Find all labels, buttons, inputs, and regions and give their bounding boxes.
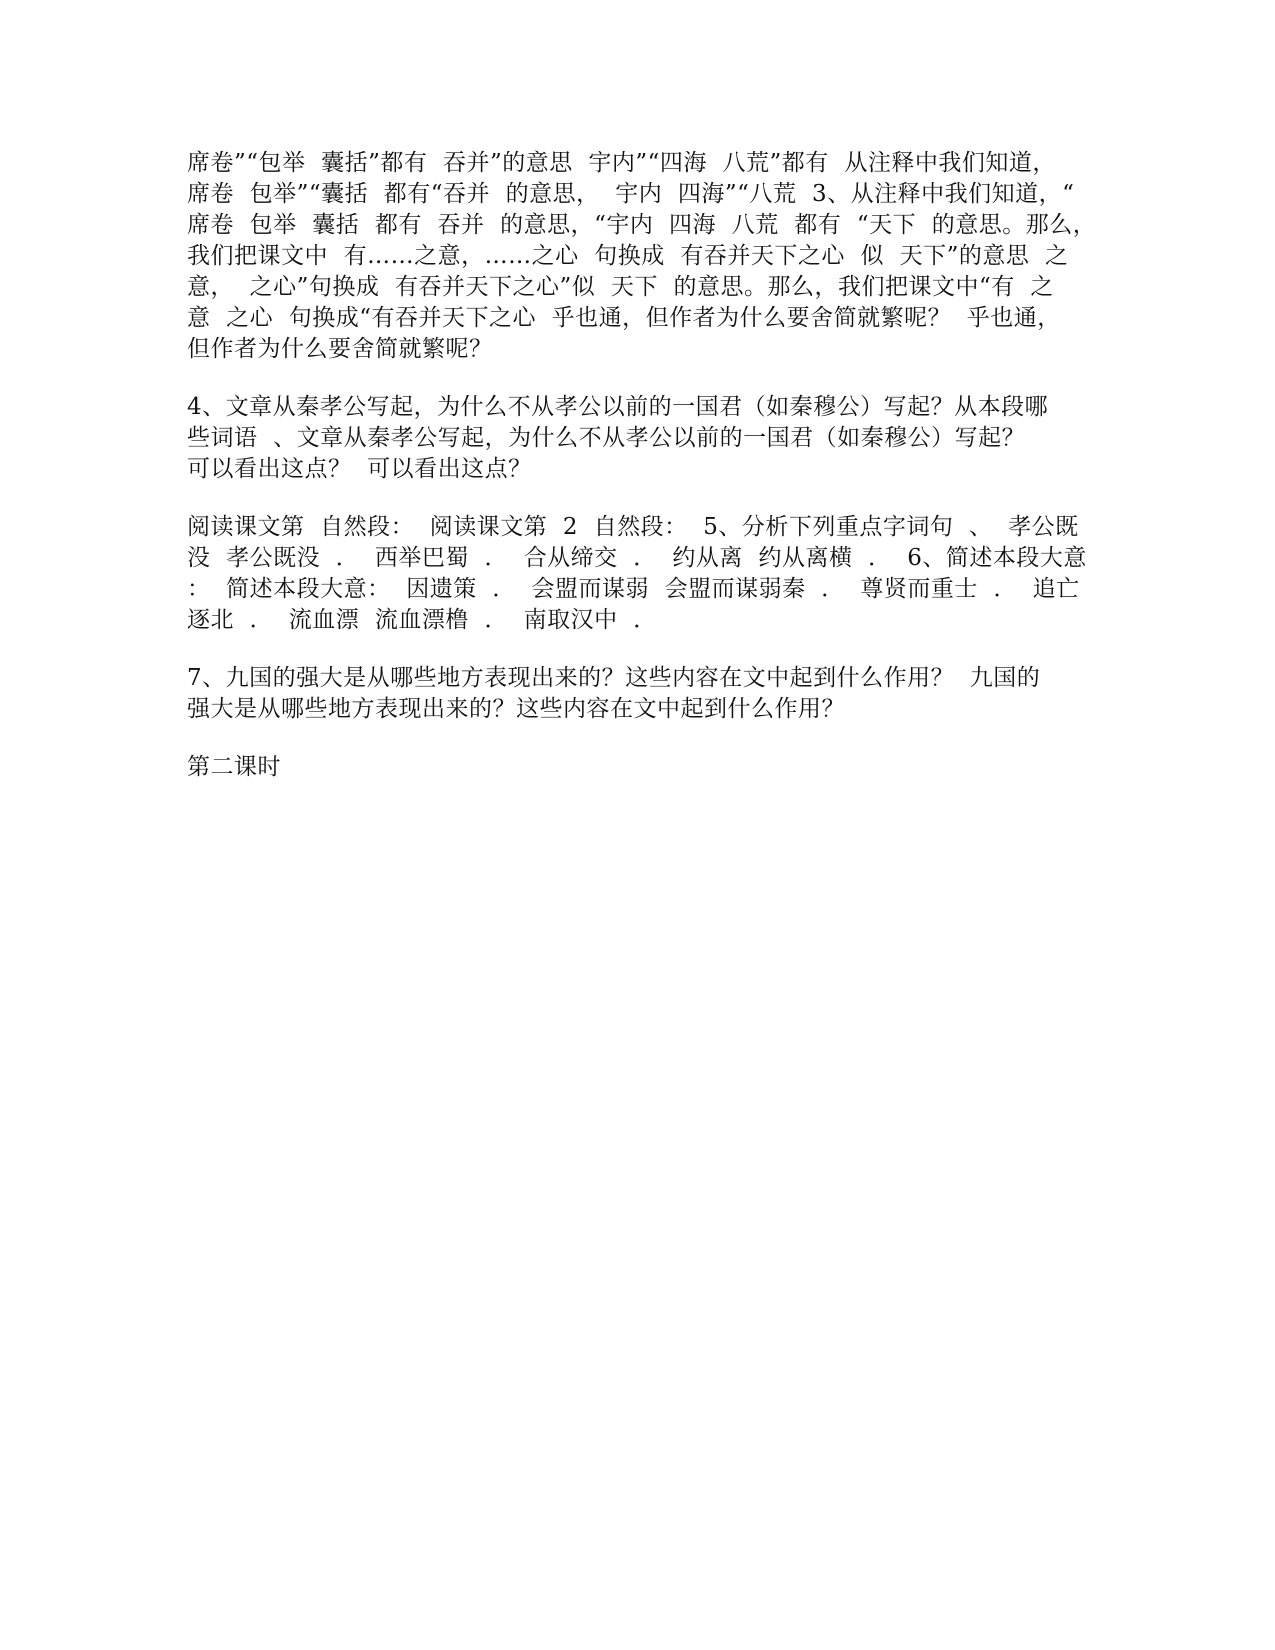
text-line: 第二课时 bbox=[187, 754, 281, 780]
text-line: 逐北 ． 流血漂 流血漂橹 ． 南取汉中 ． bbox=[187, 607, 657, 633]
text-line: 意， 之心”句换成 有吞并天下之心”似 天下 的意思。那么，我们把课文中“有 之 bbox=[187, 274, 1054, 300]
text-line: 席卷 包举 囊括 都有 吞并 的意思，“宇内 四海 八荒 都有 “天下 的意思。那么， bbox=[187, 212, 1097, 238]
text-line: 强大是从哪些地方表现出来的？这些内容在文中起到什么作用？ bbox=[187, 696, 845, 722]
text-line: 阅读课文第 自然段： 阅读课文第 2 自然段： 5、分析下列重点字词句 、 孝公既 bbox=[187, 514, 1079, 540]
text-line: 我们把课文中 有……之意，……之心 句换成 有吞并天下之心 似 天下”的意思 之 bbox=[187, 243, 1069, 269]
document-body bbox=[187, 148, 1097, 810]
text-line: 意 之心 句换成“有吞并天下之心 乎也通，但作者为什么要舍简就繁呢？ 乎也通， bbox=[187, 305, 1061, 331]
text-line: 没 孝公既没 ． 西举巴蜀 ． 合从缔交 ． 约从离 约从离横 ． 6、简述本段大意 bbox=[187, 545, 1087, 571]
text-line: 席卷”“包举 囊括”都有 吞并”的意思 宇内”“四海 八荒”都有 从注释中我们知道， bbox=[187, 150, 1056, 176]
paragraph-question-4 bbox=[187, 392, 1087, 485]
paragraph-translation-question bbox=[187, 148, 1097, 365]
paragraph-question-7 bbox=[187, 663, 1087, 725]
text-line: 可以看出这点？ 可以看出这点？ bbox=[187, 456, 532, 482]
section-heading-second-lesson bbox=[187, 752, 1087, 783]
paragraph-reading-section-2 bbox=[187, 512, 1087, 636]
text-line: 7、九国的强大是从哪些地方表现出来的？这些内容在文中起到什么作用？ 九国的 bbox=[187, 665, 1041, 691]
text-line: 些词语 、文章从秦孝公写起，为什么不从孝公以前的一国君（如秦穆公）写起？ bbox=[187, 425, 1026, 451]
text-line: 席卷 包举”“囊括 都有“吞并 的意思， 宇内 四海”“八荒 3、从注释中我们知道，“ bbox=[187, 181, 1075, 207]
text-line: ： 简述本段大意： 因遗策 ． 会盟而谋弱 会盟而谋弱秦 ． 尊贤而重士 ． 追亡 bbox=[187, 576, 1080, 602]
text-line: 4、文章从秦孝公写起，为什么不从孝公以前的一国君（如秦穆公）写起？从本段哪 bbox=[187, 394, 1049, 420]
text-line: 但作者为什么要舍简就繁呢？ bbox=[187, 336, 493, 362]
